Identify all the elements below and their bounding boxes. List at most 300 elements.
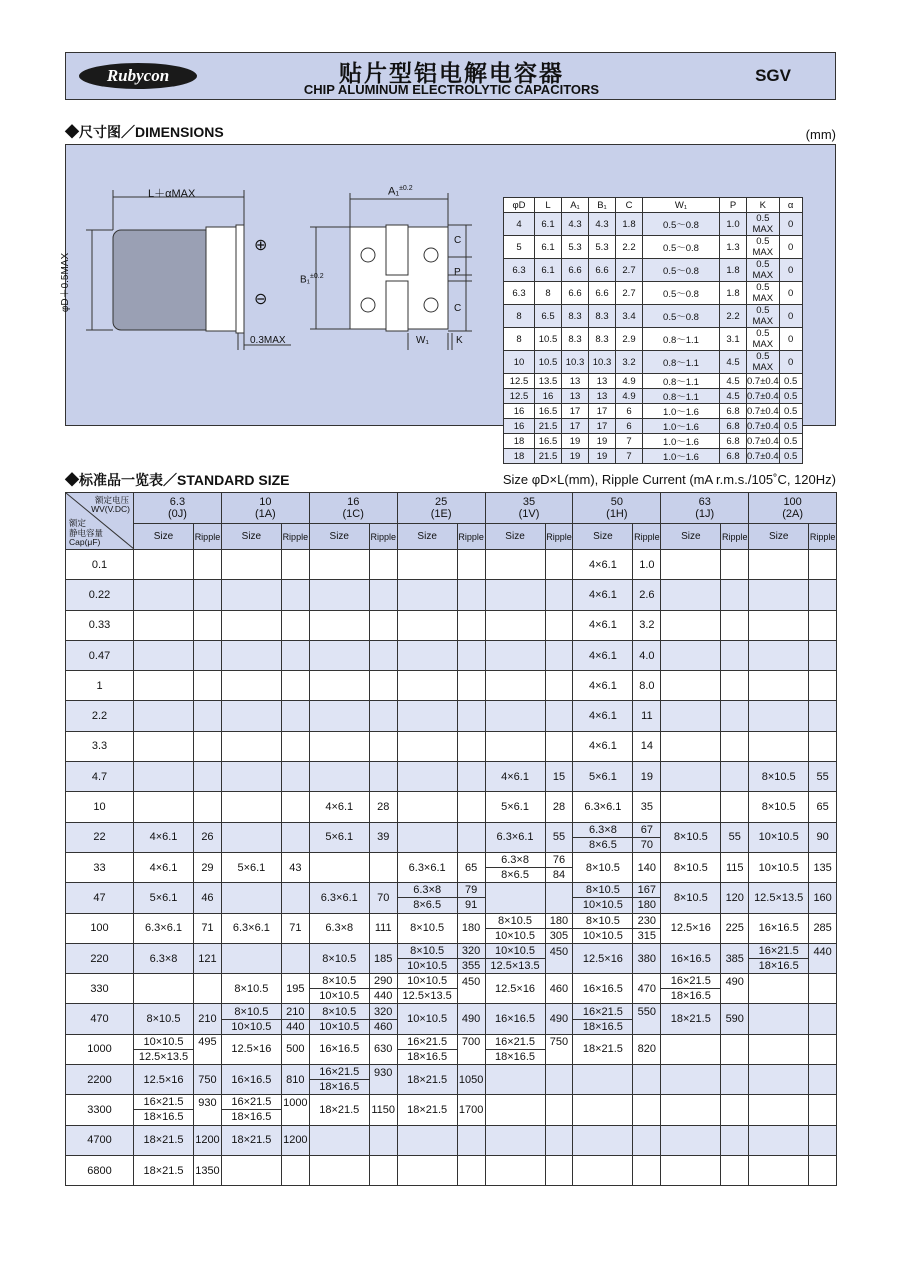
ripple-cell	[545, 1095, 573, 1125]
ripple-value: 460	[374, 1020, 393, 1033]
dim-cell: 4.9	[616, 389, 643, 404]
ripple-header: Ripple	[633, 524, 661, 550]
size-cell	[309, 1004, 369, 1034]
ripple-cell: 140	[633, 852, 661, 882]
ripple-cell	[545, 640, 573, 670]
dim-cell: 8.3	[589, 305, 616, 328]
size-header: Size	[749, 524, 809, 550]
capacitance-cell: 2200	[66, 1065, 134, 1095]
ripple-cell	[194, 974, 222, 1004]
corner-cap-cn1: 额定	[69, 518, 87, 528]
size-value: 10×10.5	[582, 899, 623, 912]
dim-cell: 6.6	[589, 259, 616, 282]
size-value: 16×21.5	[398, 1035, 457, 1050]
size-cell	[221, 1095, 281, 1125]
ripple-cell: 2.6	[633, 580, 661, 610]
dim-cell: 0.8～1.1	[643, 351, 720, 374]
dim-cell: 8	[535, 282, 562, 305]
ripple-cell	[809, 1095, 837, 1125]
ripple-cell	[369, 701, 397, 731]
capacitance-cell: 330	[66, 974, 134, 1004]
dim-cell: 1.0～1.6	[643, 449, 720, 464]
ripple-cell: 71	[194, 913, 222, 943]
ripple-cell	[369, 1004, 397, 1034]
size-cell	[309, 974, 369, 1004]
ripple-cell: 11	[633, 701, 661, 731]
ripple-split	[194, 1095, 221, 1124]
size-split	[749, 944, 808, 973]
dim-cell: 6.6	[562, 259, 589, 282]
size-header: Size	[661, 524, 721, 550]
standard-size-table-wrapper	[65, 492, 836, 1189]
size-cell: 8×10.5	[661, 852, 721, 882]
size-cell	[221, 883, 281, 913]
table-row	[66, 731, 837, 761]
size-value: 16×21.5	[661, 974, 720, 989]
ripple-value: 450	[549, 945, 569, 958]
size-cell	[485, 883, 545, 913]
dim-cell: 19	[589, 449, 616, 464]
capacitance-cell: 2.2	[66, 701, 134, 731]
table-row	[66, 580, 837, 610]
size-value: 12.5×13.5	[138, 1050, 189, 1063]
corner-labels	[66, 493, 133, 549]
voltage-code: (1E)	[430, 508, 452, 520]
size-cell	[221, 792, 281, 822]
ripple-split	[370, 1065, 397, 1094]
dim-cell: 0.5 MAX	[747, 236, 780, 259]
ripple-cell	[809, 1034, 837, 1064]
ripple-cell: 225	[721, 913, 749, 943]
ripple-split	[546, 1035, 573, 1064]
size-cell: 8×10.5	[309, 943, 369, 973]
ripple-cell: 750	[194, 1065, 222, 1095]
size-cell	[749, 731, 809, 761]
size-cell	[397, 1125, 457, 1155]
voltage-code: (1V)	[518, 508, 540, 520]
size-value: 8×10.5	[486, 914, 545, 929]
voltage-code: (1J)	[695, 508, 715, 520]
dim-cell: 2.2	[720, 305, 747, 328]
dim-cell: 5.3	[562, 236, 589, 259]
size-value: 10×10.5	[494, 929, 536, 942]
ripple-value: 167	[633, 883, 660, 898]
capacitance-cell: 3.3	[66, 731, 134, 761]
size-value: 10×10.5	[407, 960, 448, 972]
size-cell	[134, 610, 194, 640]
voltage-value: 35	[522, 496, 536, 508]
ripple-cell: 590	[721, 1004, 749, 1034]
ripple-cell: 15	[545, 762, 573, 792]
page-header	[65, 52, 836, 100]
size-cell: 6.3×6.1	[134, 913, 194, 943]
size-cell	[661, 1125, 721, 1155]
size-cell	[661, 671, 721, 701]
standard-section-title: ◆标准品一览表／STANDARD SIZE	[65, 472, 290, 488]
ripple-cell: 26	[194, 822, 222, 852]
dim-cell: 0.7±0.4	[747, 375, 779, 387]
ripple-cell: 135	[809, 852, 837, 882]
size-cell	[749, 550, 809, 580]
ripple-cell	[194, 580, 222, 610]
ripple-cell	[633, 1155, 661, 1185]
k-label: K	[456, 335, 463, 346]
size-cell: 16×16.5	[221, 1065, 281, 1095]
ripple-value: 305	[549, 929, 569, 942]
size-cell	[749, 1155, 809, 1185]
ripple-split	[194, 1035, 221, 1064]
ripple-value: 320	[458, 944, 485, 959]
size-cell	[573, 1095, 633, 1125]
ripple-cell: 810	[281, 1065, 309, 1095]
ripple-cell	[633, 1065, 661, 1095]
capacitance-cell: 4.7	[66, 762, 134, 792]
ripple-header: Ripple	[369, 524, 397, 550]
size-cell	[485, 580, 545, 610]
size-cell	[397, 580, 457, 610]
plus-terminal-icon: ⊕	[254, 237, 268, 254]
size-cell	[221, 550, 281, 580]
ripple-cell: 70	[369, 883, 397, 913]
ripple-cell	[281, 731, 309, 761]
ripple-value	[370, 1080, 397, 1094]
ripple-cell: 121	[194, 943, 222, 973]
dim-cell: 17	[589, 419, 616, 434]
ripple-value: 490	[725, 975, 744, 988]
ripple-value	[809, 959, 836, 973]
table-row	[66, 913, 837, 943]
voltage-header-cell	[485, 493, 573, 524]
size-cell: 6.3×6.1	[573, 792, 633, 822]
ripple-cell: 1050	[457, 1065, 485, 1095]
ripple-cell	[457, 550, 485, 580]
size-cell: 5×6.1	[485, 792, 545, 822]
voltage-value: 100	[783, 496, 802, 508]
ripple-cell: 65	[457, 852, 485, 882]
dim-cell: 16	[535, 389, 562, 404]
dim-cell: 17	[562, 404, 589, 419]
ripple-cell: 55	[809, 762, 837, 792]
size-value: 8×10.5	[573, 883, 632, 898]
size-cell: 10×10.5	[749, 852, 809, 882]
ripple-cell: 39	[369, 822, 397, 852]
ripple-value: 70	[640, 838, 653, 851]
ripple-cell	[369, 1065, 397, 1095]
ripple-cell	[721, 550, 749, 580]
size-cell: 12.5×16	[573, 943, 633, 973]
size-cell	[134, 731, 194, 761]
table-row	[66, 671, 837, 701]
size-cell: 18×21.5	[397, 1095, 457, 1125]
size-cell	[661, 580, 721, 610]
dimension-drawing	[66, 145, 496, 425]
size-value: 8×6.5	[588, 838, 617, 851]
table-row	[66, 1034, 837, 1064]
dim-cell: 10.5	[535, 351, 562, 374]
size-value: 12.5×13.5	[490, 960, 540, 972]
ripple-value: 180	[637, 899, 657, 912]
ripple-cell	[457, 640, 485, 670]
ripple-cell	[457, 701, 485, 731]
dim-cell: 13	[562, 389, 589, 404]
size-cell: 12.5×16	[485, 974, 545, 1004]
ripple-cell	[369, 580, 397, 610]
size-cell: 16×16.5	[573, 974, 633, 1004]
size-cell	[749, 1004, 809, 1034]
ripple-cell: 90	[809, 822, 837, 852]
size-split	[310, 1004, 369, 1033]
ripple-cell	[809, 1155, 837, 1185]
size-cell	[661, 792, 721, 822]
size-cell: 8×10.5	[221, 974, 281, 1004]
table-row	[66, 610, 837, 640]
ripple-cell	[721, 762, 749, 792]
ripple-split	[370, 974, 397, 1003]
size-cell	[134, 762, 194, 792]
ripple-cell	[457, 610, 485, 640]
size-value: 16×21.5	[222, 1095, 281, 1110]
dim-cell: 0.7±0.4	[747, 405, 779, 417]
ripple-cell	[281, 822, 309, 852]
size-cell	[485, 943, 545, 973]
size-cell	[573, 1125, 633, 1155]
dim-cell: 1.0～1.6	[643, 419, 720, 434]
ripple-cell	[721, 792, 749, 822]
ripple-split	[458, 974, 485, 1003]
ripple-cell	[369, 852, 397, 882]
size-cell	[309, 762, 369, 792]
dim-cell: 4.3	[589, 213, 616, 236]
size-cell: 4×6.1	[573, 701, 633, 731]
dim-cell: 1.8	[616, 213, 643, 236]
size-value: 10×10.5	[319, 1020, 360, 1033]
dim-table-row	[504, 328, 803, 351]
size-cell: 6.3×8	[134, 943, 194, 973]
capacitance-cell: 33	[66, 852, 134, 882]
ripple-split	[282, 1004, 309, 1033]
ripple-cell: 1700	[457, 1095, 485, 1125]
ripple-cell	[281, 610, 309, 640]
dim-cell: 21.5	[535, 419, 562, 434]
dim-cell: 6.5	[535, 305, 562, 328]
size-cell	[221, 580, 281, 610]
dim-cell: 2.7	[616, 282, 643, 305]
ripple-cell	[281, 762, 309, 792]
ripple-value: 355	[461, 960, 481, 972]
table-row	[66, 1125, 837, 1155]
size-cell	[573, 913, 633, 943]
size-cell	[221, 671, 281, 701]
size-cell	[397, 731, 457, 761]
ripple-cell	[369, 1155, 397, 1185]
size-cell	[309, 580, 369, 610]
ripple-cell	[194, 731, 222, 761]
ripple-cell	[281, 640, 309, 670]
dim-cell: 0.8～1.1	[643, 374, 720, 389]
ripple-cell: 180	[457, 913, 485, 943]
size-cell	[397, 701, 457, 731]
table-row	[66, 701, 837, 731]
ripple-split	[458, 1035, 485, 1064]
ripple-cell	[545, 731, 573, 761]
size-split	[486, 944, 545, 973]
size-cell: 8×10.5	[749, 792, 809, 822]
size-cell	[221, 1155, 281, 1185]
ripple-cell: 3.2	[633, 610, 661, 640]
size-cell	[661, 1155, 721, 1185]
size-cell: 4×6.1	[134, 822, 194, 852]
size-cell	[397, 943, 457, 973]
capacitance-cell: 22	[66, 822, 134, 852]
dim-cell: 0	[779, 236, 802, 259]
ripple-cell: 460	[545, 974, 573, 1004]
size-cell	[485, 1155, 545, 1185]
voltage-header-cell	[749, 493, 837, 524]
dim-cell: 10.5	[535, 328, 562, 351]
ripple-cell	[545, 913, 573, 943]
dim-table-row	[504, 351, 803, 374]
capacitance-cell: 1000	[66, 1034, 134, 1064]
size-cell	[397, 640, 457, 670]
dim-cell: 6.8	[720, 419, 747, 434]
dim-cell: 0.5 MAX	[747, 328, 780, 351]
ripple-cell	[809, 701, 837, 731]
dim-cell: 0.5 MAX	[747, 213, 780, 236]
dim-cell: 13.5	[535, 374, 562, 389]
size-cell: 4×6.1	[309, 792, 369, 822]
ripple-value	[721, 989, 748, 1003]
standard-note: Size φD×L(mm), Ripple Current (mA r.m.s./105˚C, 120Hz)	[502, 472, 836, 487]
size-cell	[661, 640, 721, 670]
dim-cell: 19	[562, 434, 589, 449]
corner-cap-cn2: 静电容量	[69, 528, 104, 538]
dim-header-cell: K	[747, 198, 780, 213]
capacitance-cell: 10	[66, 792, 134, 822]
ripple-cell: 43	[281, 852, 309, 882]
dim-table-row	[504, 389, 803, 404]
ripple-split	[809, 944, 836, 973]
size-cell: 4×6.1	[573, 640, 633, 670]
voltage-code: (2A)	[782, 508, 804, 520]
size-cell	[309, 852, 369, 882]
voltage-header-cell	[573, 493, 661, 524]
size-cell: 12.5×16	[221, 1034, 281, 1064]
ripple-cell: 1200	[194, 1125, 222, 1155]
ripple-cell	[281, 671, 309, 701]
ripple-cell	[457, 822, 485, 852]
size-split	[310, 1065, 369, 1094]
ripple-cell	[545, 701, 573, 731]
ripple-value: 440	[374, 990, 393, 1003]
ripple-split	[282, 1095, 309, 1124]
size-split	[310, 974, 369, 1003]
dim-table-row	[504, 259, 803, 282]
dim-cell: 1.0～1.6	[643, 404, 720, 419]
size-cell	[749, 610, 809, 640]
ripple-header: Ripple	[194, 524, 222, 550]
ripple-cell	[369, 550, 397, 580]
dim-table-row	[504, 404, 803, 419]
size-cell: 6.3×6.1	[485, 822, 545, 852]
size-cell: 5×6.1	[573, 762, 633, 792]
size-cell	[485, 1095, 545, 1125]
size-value: 18×16.5	[494, 1050, 536, 1063]
size-cell: 8×10.5	[134, 1004, 194, 1034]
dim-cell: 4.5	[720, 351, 747, 374]
ripple-cell: 19	[633, 762, 661, 792]
size-cell	[397, 550, 457, 580]
capacitance-cell: 1	[66, 671, 134, 701]
size-cell	[397, 762, 457, 792]
ripple-value: 930	[374, 1066, 393, 1079]
dim-cell: 1.8	[720, 282, 747, 305]
size-cell: 18×21.5	[309, 1095, 369, 1125]
dim-header-cell: B₁	[589, 198, 616, 213]
size-split	[661, 974, 720, 1003]
dim-cell: 13	[589, 374, 616, 389]
voltage-header-cell	[221, 493, 309, 524]
ripple-cell	[809, 580, 837, 610]
capacitance-cell: 0.22	[66, 580, 134, 610]
ripple-value: 550	[637, 1006, 657, 1019]
ripple-cell	[721, 1095, 749, 1125]
table-row	[66, 550, 837, 580]
dim-table-row	[504, 449, 803, 464]
size-cell: 18×21.5	[573, 1034, 633, 1064]
size-cell	[221, 822, 281, 852]
voltage-value: 16	[347, 496, 360, 508]
dim-header-cell: W₁	[643, 198, 720, 213]
dim-cell: 1.3	[720, 236, 747, 259]
dim-cell: 6.1	[535, 259, 562, 282]
size-split	[573, 1004, 632, 1033]
size-cell: 16×16.5	[309, 1034, 369, 1064]
size-value: 8×6.5	[501, 869, 529, 882]
ripple-cell	[721, 974, 749, 1004]
ripple-cell: 29	[194, 852, 222, 882]
ripple-cell	[633, 1125, 661, 1155]
ripple-value	[194, 1110, 221, 1124]
ripple-header: Ripple	[545, 524, 573, 550]
ripple-cell: 28	[545, 792, 573, 822]
rubycon-logo: Rubycon	[79, 63, 197, 89]
size-cell	[221, 762, 281, 792]
ripple-cell: 71	[281, 913, 309, 943]
size-split	[398, 1035, 457, 1064]
dim-cell: 6.1	[535, 236, 562, 259]
dim-cell: 0.5 MAX	[747, 305, 780, 328]
size-value: 10×10.5	[486, 944, 545, 959]
dim-cell: 0	[779, 213, 802, 236]
a1-label: A₁$^{\pm 0.2}$	[388, 185, 413, 198]
size-value: 10×10.5	[398, 974, 457, 989]
size-value: 18×16.5	[582, 1020, 623, 1033]
voltage-value: 25	[434, 496, 448, 508]
dimensions-panel	[60, 144, 836, 463]
size-cell	[485, 610, 545, 640]
dim-cell: 6.1	[535, 213, 562, 236]
ripple-cell: 500	[281, 1034, 309, 1064]
size-cell	[749, 974, 809, 1004]
dim-cell: 8	[504, 305, 535, 328]
ripple-cell	[457, 671, 485, 701]
ripple-cell	[809, 1004, 837, 1034]
dim-cell: 5	[504, 236, 535, 259]
size-cell	[661, 1034, 721, 1064]
c-label-bottom: C	[454, 303, 462, 314]
size-split	[486, 853, 545, 882]
ripple-cell	[633, 1095, 661, 1125]
